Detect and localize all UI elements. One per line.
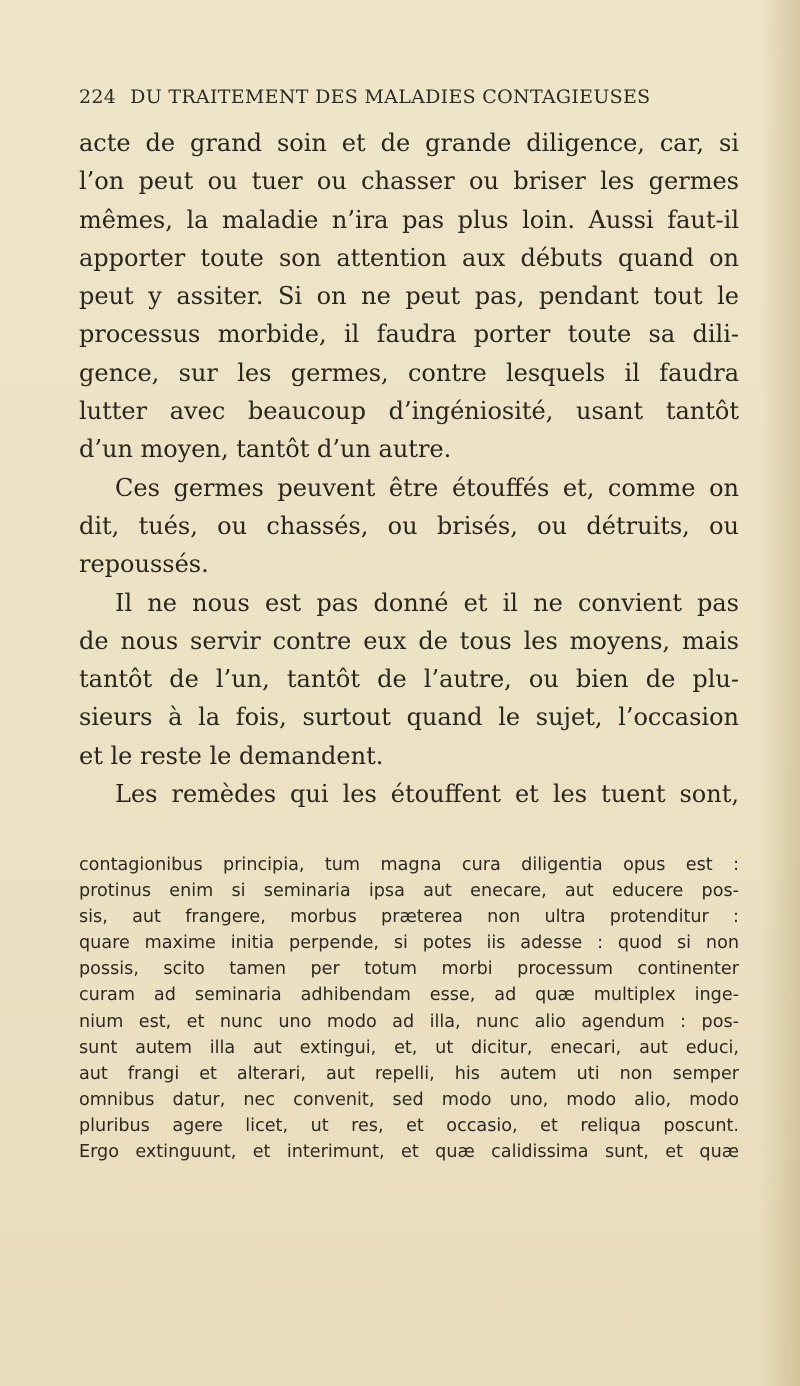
- text-line: aut frangi et alterari, aut repelli, his autem uti non semper: [79, 1063, 739, 1084]
- text-line: et le reste le demandent.: [79, 741, 384, 770]
- text-line: protinus enim si seminaria ipsa aut enecare, aut educere pos-: [79, 881, 739, 902]
- text-line: processus morbide, il faudra porter toute sa dili-: [79, 320, 739, 349]
- text-line: repoussés.: [79, 550, 209, 579]
- text-line: gence, sur les germes, contre lesquels il faudra: [79, 358, 739, 387]
- text-line: possis, scito tamen per totum morbi processum continenter: [79, 959, 739, 980]
- text-line: l’on peut ou tuer ou chasser ou briser les germes: [79, 167, 739, 196]
- text-line: Il ne nous est pas donné et il ne convient pas: [115, 588, 739, 617]
- text-line: nium est, et nunc uno modo ad illa, nunc alio agendum : pos-: [79, 1011, 739, 1032]
- text-line: dit, tués, ou chassés, ou brisés, ou détruits, ou: [79, 511, 739, 540]
- latin-original-text: [79, 852, 739, 1165]
- text-line: sieurs à la fois, surtout quand le sujet, l’occasion: [79, 703, 739, 732]
- text-line: mêmes, la maladie n’ira pas plus loin. Aussi faut-il: [79, 205, 739, 234]
- text-line: Ces germes peuvent être étouffés et, comme on: [115, 473, 739, 502]
- text-line: d’un moyen, tantôt d’un autre.: [79, 435, 452, 464]
- text-line: sis, aut frangere, morbus præterea non ultra protenditur :: [79, 907, 739, 928]
- text-line: peut y assiter. Si on ne peut pas, pendant tout le: [79, 282, 739, 311]
- text-line: lutter avec beaucoup d’ingéniosité, usant tantôt: [79, 397, 739, 426]
- text-line: de nous servir contre eux de tous les moyens, mais: [79, 626, 739, 655]
- running-head: [79, 86, 739, 120]
- text-line: apporter toute son attention aux débuts quand on: [79, 243, 739, 272]
- text-line: sunt autem illa aut extingui, et, ut dicitur, enecari, aut educi,: [79, 1037, 739, 1058]
- running-title: DU TRAITEMENT DES MALADIES CONTAGIEUSES: [130, 86, 651, 108]
- text-line: acte de grand soin et de grande diligence, car, si: [79, 129, 739, 157]
- text-line: contagionibus principia, tum magna cura diligentia opus est :: [79, 855, 739, 875]
- text-line: tantôt de l’un, tantôt de l’autre, ou bien de plu-: [79, 665, 739, 694]
- text-line: pluribus agere licet, ut res, et occasio, et reliqua poscunt.: [79, 1115, 739, 1136]
- text-line: curam ad seminaria adhibendam esse, ad quæ multiplex inge-: [79, 985, 739, 1006]
- text-line: quare maxime initia perpende, si potes iis adesse : quod si non: [79, 933, 739, 954]
- text-line: omnibus datur, nec convenit, sed modo uno, modo alio, modo: [79, 1089, 739, 1110]
- page-number: 224: [79, 86, 117, 108]
- text-line: Les remèdes qui les étouffent et les tuent sont,: [115, 780, 739, 809]
- french-translation-text: [79, 124, 739, 813]
- text-line: Ergo extinguunt, et interimunt, et quæ calidissima sunt, et quæ: [79, 1142, 739, 1163]
